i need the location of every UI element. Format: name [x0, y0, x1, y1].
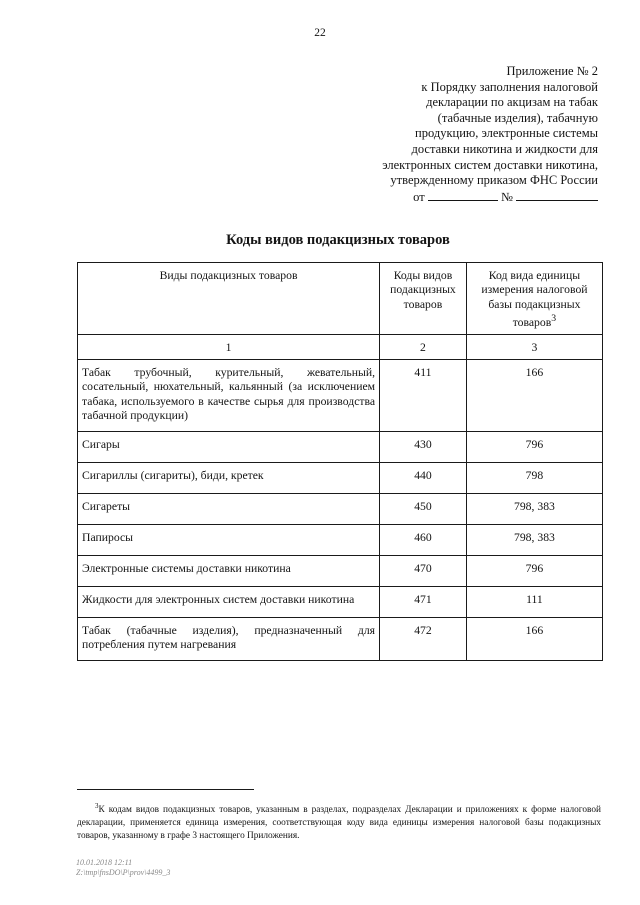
- number-prefix: №: [500, 189, 513, 204]
- goods-code: 460: [380, 524, 467, 555]
- page-number: 22: [314, 27, 326, 39]
- goods-code: 440: [380, 462, 467, 493]
- footnote-divider: [77, 789, 254, 790]
- header-unit-code: [466, 263, 602, 335]
- table-row: [78, 617, 603, 660]
- goods-name: Электронные системы доставки никотина: [78, 555, 380, 586]
- goods-name: Жидкости для электронных систем доставки никотина: [78, 586, 380, 617]
- goods-name: Табак (табачные изделия), предназначенный для потребления путем нагревания: [78, 617, 380, 660]
- footnote-ref: 3: [551, 313, 557, 325]
- header-unit-code-text: Код вида единицы измерения налоговой базы подакцизных товаров: [481, 269, 588, 330]
- header-goods-type: Виды подакцизных товаров: [78, 263, 380, 335]
- order-date-number-line: [298, 189, 598, 206]
- unit-code: 111: [466, 586, 602, 617]
- excise-codes-table: [77, 262, 603, 661]
- goods-name: Сигареты: [78, 493, 380, 524]
- unit-code: 166: [466, 617, 602, 660]
- unit-code: 166: [466, 359, 602, 431]
- footnote: [77, 800, 601, 843]
- footnote-marker: 3: [95, 802, 99, 810]
- date-blank: [428, 189, 498, 201]
- header-goods-code: Коды видов подакцизных товаров: [380, 263, 467, 335]
- goods-code: 450: [380, 493, 467, 524]
- column-index: 2: [380, 334, 467, 359]
- table-header-row: [78, 263, 603, 335]
- goods-name: Папиросы: [78, 524, 380, 555]
- unit-code: 796: [466, 431, 602, 462]
- footnote-text: К кодам видов подакцизных товаров, указанным в разделах, подразделах Декларации и приложениях к форме налоговой декларации, применяется единица измерения, соответствующая коду вида единицы измерения налоговой базы подакцизных товаров, указанному в графе 3 настоящего Приложения.: [77, 805, 601, 842]
- table-row: [78, 462, 603, 493]
- column-index-row: [78, 334, 603, 359]
- goods-code: 470: [380, 555, 467, 586]
- table-row: [78, 524, 603, 555]
- document-title: Коды видов подакцизных товаров: [226, 232, 450, 248]
- table-row: [78, 359, 603, 431]
- table-row: [78, 493, 603, 524]
- appendix-line: электронных систем доставки никотина,: [382, 157, 598, 172]
- file-stamp: [76, 858, 170, 878]
- stamp-date: 10.01.2018 12:11: [76, 858, 133, 867]
- goods-name: Табак трубочный, курительный, жевательный, сосательный, нюхательный, кальянный (за исключением табака, используемого в качестве сырья для производства табачной продукции): [78, 359, 380, 431]
- number-blank: [516, 189, 598, 201]
- date-prefix: от: [413, 189, 425, 204]
- goods-code: 430: [380, 431, 467, 462]
- unit-code: 798, 383: [466, 493, 602, 524]
- unit-code: 798, 383: [466, 524, 602, 555]
- appendix-line: доставки никотина и жидкости для: [411, 141, 598, 156]
- table-row: [78, 431, 603, 462]
- appendix-line: Приложение № 2: [506, 64, 598, 78]
- goods-name: Сигариллы (сигариты), биди, кретек: [78, 462, 380, 493]
- unit-code: 796: [466, 555, 602, 586]
- table-row: [78, 586, 603, 617]
- unit-code: 798: [466, 462, 602, 493]
- goods-code: 471: [380, 586, 467, 617]
- column-index: 3: [466, 334, 602, 359]
- appendix-header: [298, 64, 598, 205]
- appendix-line: продукцию, электронные системы: [415, 126, 598, 141]
- stamp-path: Z:\tmp\fnsDO\P\prov\4499_3: [76, 868, 171, 877]
- goods-code: 472: [380, 617, 467, 660]
- goods-code: 411: [380, 359, 467, 431]
- goods-name: Сигары: [78, 431, 380, 462]
- table-row: [78, 555, 603, 586]
- column-index: 1: [78, 334, 380, 359]
- appendix-line: к Порядку заполнения налоговой: [421, 79, 598, 94]
- appendix-line: утвержденному приказом ФНС России: [390, 173, 598, 188]
- appendix-line: (табачные изделия), табачную: [437, 110, 598, 125]
- appendix-line: декларации по акцизам на табак: [426, 95, 598, 110]
